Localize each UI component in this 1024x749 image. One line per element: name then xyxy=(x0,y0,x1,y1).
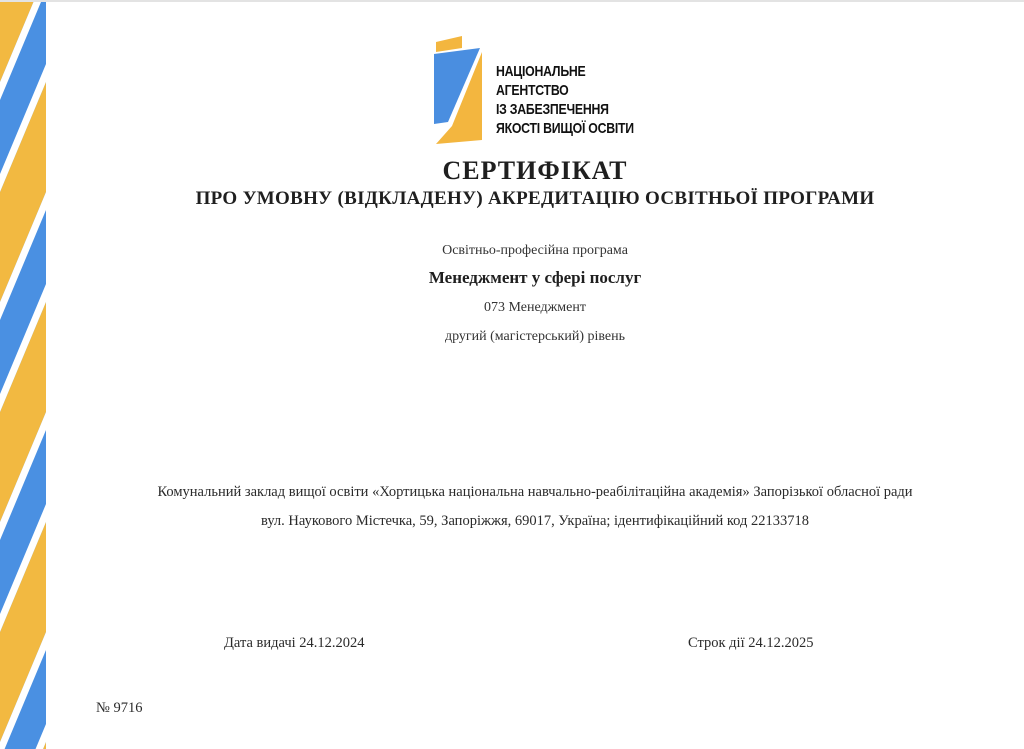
issue-date: Дата видачі 24.12.2024 xyxy=(224,635,365,651)
logo-line: ІЗ ЗАБЕЗПЕЧЕННЯ xyxy=(496,101,609,118)
program-level: другий (магістерський) рівень xyxy=(444,329,626,344)
agency-logo-mark xyxy=(430,34,490,146)
institution-address: вул. Наукового Містечка, 59, Запоріжжя, 69017, Україна; ідентифікаційний код 22133718 xyxy=(260,513,810,529)
certificate-title: СЕРТИФІКАТ xyxy=(442,156,628,185)
agency-logo-text xyxy=(496,62,634,138)
program-specialty: 073 Менеджмент xyxy=(484,300,586,315)
program-type: Освітньо-професійна програма xyxy=(442,243,628,258)
valid-until: Строк дії 24.12.2025 xyxy=(688,635,814,651)
logo-line: АГЕНТСТВО xyxy=(496,82,569,99)
certificate-subtitle: ПРО УМОВНУ (ВІДКЛАДЕНУ) АКРЕДИТАЦІЮ ОСВІТНЬОЇ ПРОГРАМИ xyxy=(195,188,875,209)
decorative-stripe xyxy=(0,2,46,749)
program-name: Менеджмент у сфері послуг xyxy=(428,268,642,287)
logo-line: НАЦІОНАЛЬНЕ xyxy=(496,63,586,80)
logo-line: ЯКОСТІ ВИЩОЇ ОСВІТИ xyxy=(496,120,634,137)
agency-logo xyxy=(430,34,650,148)
institution-name: Комунальний заклад вищої освіти «Хортицька національна навчально-реабілітаційна академія» Запорізької обласної ради xyxy=(157,484,913,500)
certificate-number: № 9716 xyxy=(96,700,143,716)
